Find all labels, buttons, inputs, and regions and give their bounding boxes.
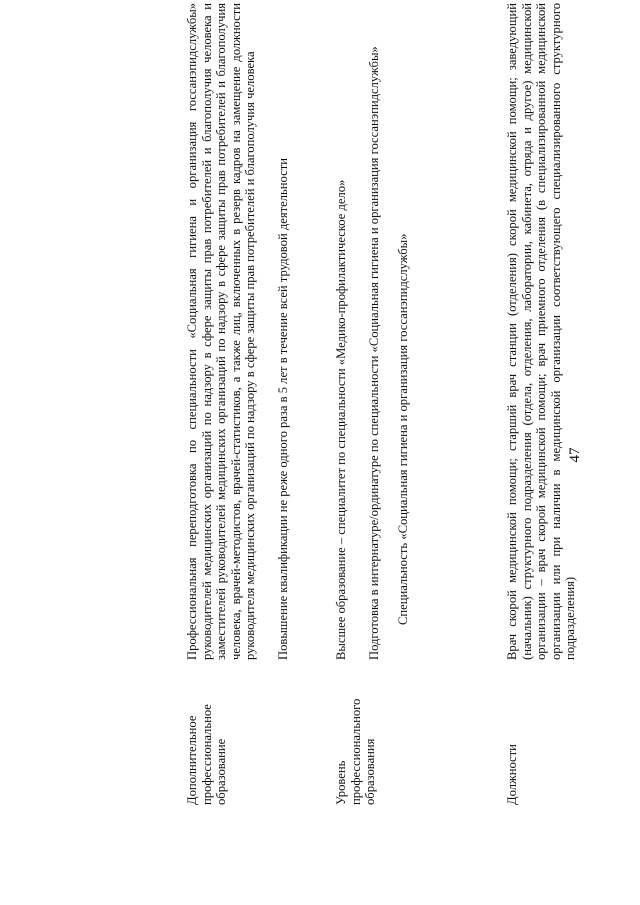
page-number: 47: [567, 447, 583, 463]
positions-text: Врач скорой медицинской помощи; старший врач станции (отделения) скорой медицинской помощи; заведующий (начальник) структурного подразделения (отдела, отделения, лаборатории, кабинета, отряда и другое) медицинской организации – врач скорой медицинской помощи; врач приемного отделения (в специализированной медицинской организации или при наличии в медицинской организации соответствующего специализированного структурного подразделения): [505, 3, 577, 660]
positions-row: [505, 0, 615, 805]
additional-education-label: Дополнительное профессиональное образование: [185, 704, 228, 805]
additional-education-text-1: Профессиональная переподготовка по специальности «Социальная гигиена и организация госсанэпидслужбы» руководителей медицинских организаций по надзору в сфере защиты прав потребителей и благополучия человека и заместителей руководителей медицинских организаций по надзору в сфере защиты прав потребителей и благополучия человека, врачей-методистов, врачей-статистиков, а также лиц, включенных в резерв кадров на замещение должности руководителя медицинских организаций по надзору в сфере защиты прав потребителей и благополучия человека: [185, 3, 257, 660]
education-level-label: Уровень профессионального образования: [334, 698, 377, 805]
education-level-row: [334, 0, 394, 805]
additional-education-row: [185, 0, 330, 805]
education-level-text-1: Высшее образование – специалитет по специальности «Медико-профилактическое дело»: [334, 179, 348, 660]
additional-education-description: [185, 3, 290, 660]
additional-education-text-2: Повышение квалификации не реже одного раза в 5 лет в течение всей трудовой деятельности: [275, 158, 290, 660]
education-level-text-2: Подготовка в интернатуре/ординатуре по специальности «Социальная гигиена и организация госсанэпидслужбы»: [366, 46, 381, 660]
specialty-heading: Специальность «Социальная гигиена и организация госсанэпидслужбы»: [396, 233, 410, 625]
education-level-description: [334, 3, 381, 660]
positions-label: Должности: [505, 744, 519, 805]
positions-description: [505, 3, 578, 660]
